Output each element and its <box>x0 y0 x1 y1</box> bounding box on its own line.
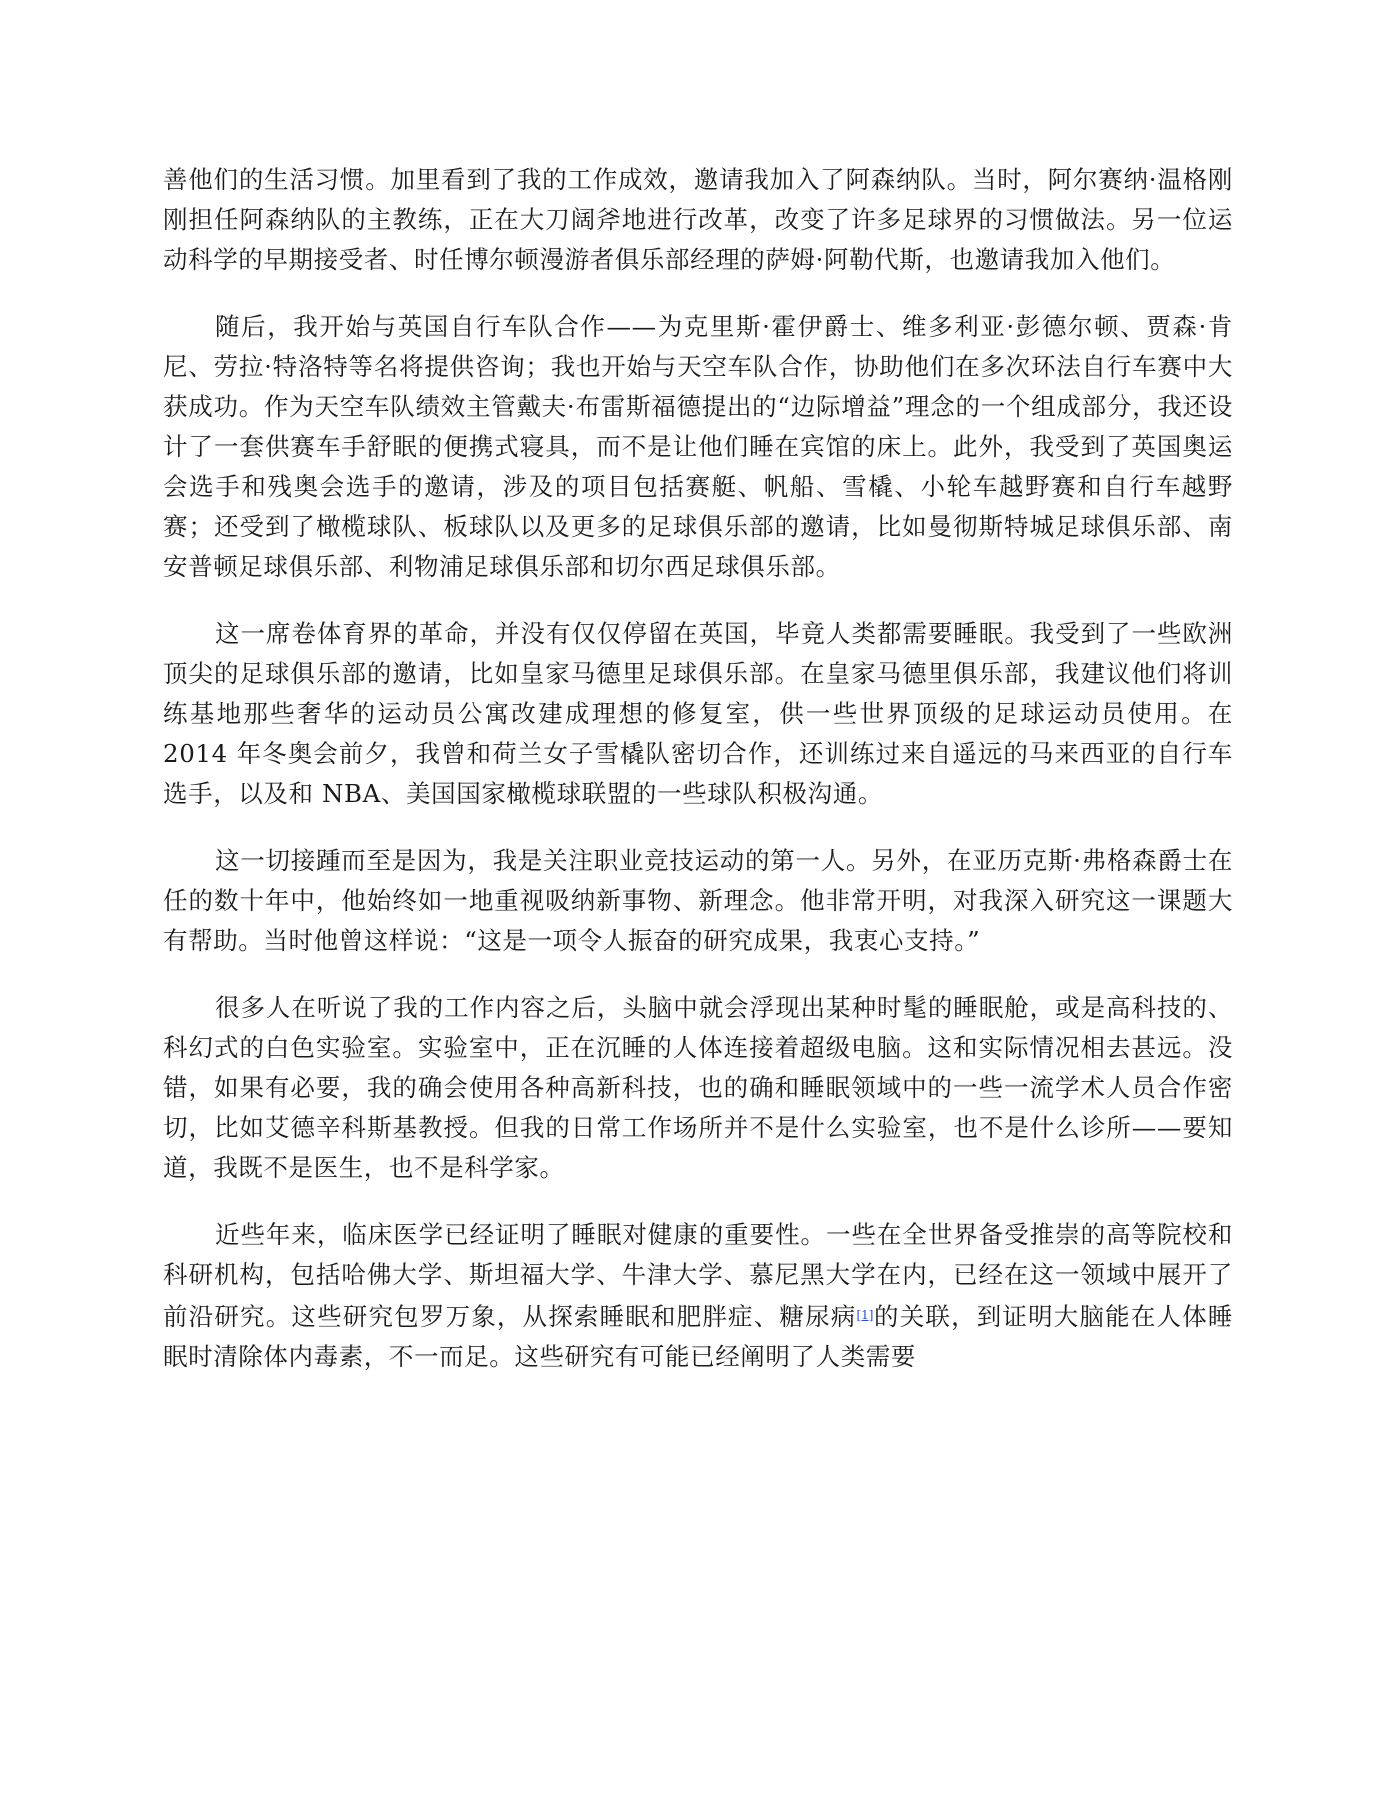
paragraph-3: 这一席卷体育界的革命，并没有仅仅停留在英国，毕竟人类都需要睡眠。我受到了一些欧洲顶尖的足球俱乐部的邀请，比如皇家马德里足球俱乐部。在皇家马德里俱乐部，我建议他们将训练基地那些奢华的运动员公寓改建成理想的修复室，供一些世界顶级的足球运动员使用。在 2014 年冬奥会前夕，我曾和荷兰女子雪橇队密切合作，还训练过来自遥远的马来西亚的自行车选手，以及和 NBA、美国国家橄榄球联盟的一些球队积极沟通。 <box>163 619 1233 808</box>
paragraph-6 <box>163 1215 1233 1377</box>
paragraph-6-text-b: 的关联，到证明大脑能在人体睡眠时清除体内毒素，不一而足。这些研究有可能已经阐明了人类需要 <box>163 1302 1233 1371</box>
paragraph-5: 很多人在听说了我的工作内容之后，头脑中就会浮现出某种时髦的睡眠舱，或是高科技的、科幻式的白色实验室。实验室中，正在沉睡的人体连接着超级电脑。这和实际情况相去甚远。没错，如果有必要，我的确会使用各种高新科技，也的确和睡眠领域中的一些一流学术人员合作密切，比如艾德辛科斯基教授。但我的日常工作场所并不是什么实验室，也不是什么诊所——要知道，我既不是医生，也不是科学家。 <box>163 993 1233 1182</box>
footnote-link[interactable]: [1] <box>856 1308 874 1322</box>
paragraph-4: 这一切接踵而至是因为，我是关注职业竞技运动的第一人。另外，在亚历克斯·弗格森爵士在任的数十年中，他始终如一地重视吸纳新事物、新理念。他非常开明，对我深入研究这一课题大有帮助。当时他曾这样说：“这是一项令人振奋的研究成果，我衷心支持。” <box>163 846 1233 955</box>
paragraph-2: 随后，我开始与英国自行车队合作——为克里斯·霍伊爵士、维多利亚·彭德尔顿、贾森·肯尼、劳拉·特洛特等名将提供咨询；我也开始与天空车队合作，协助他们在多次环法自行车赛中大获成功。作为天空车队绩效主管戴夫·布雷斯福德提出的“边际增益”理念的一个组成部分，我还设计了一套供赛车手舒眠的便携式寝具，而不是让他们睡在宾馆的床上。此外，我受到了英国奥运会选手和残奥会选手的邀请，涉及的项目包括赛艇、帆船、雪橇、小轮车越野赛和自行车越野赛；还受到了橄榄球队、板球队以及更多的足球俱乐部的邀请，比如曼彻斯特城足球俱乐部、南安普顿足球俱乐部、利物浦足球俱乐部和切尔西足球俱乐部。 <box>163 312 1233 581</box>
paragraph-1: 善他们的生活习惯。加里看到了我的工作成效，邀请我加入了阿森纳队。当时，阿尔赛纳·温格刚刚担任阿森纳队的主教练，正在大刀阔斧地进行改革，改变了许多足球界的习惯做法。另一位运动科学的早期接受者、时任博尔顿漫游者俱乐部经理的萨姆·阿勒代斯，也邀请我加入他们。 <box>163 165 1233 274</box>
paragraph-6-text-a: 近些年来，临床医学已经证明了睡眠对健康的重要性。一些在全世界备受推崇的高等院校和科研机构，包括哈佛大学、斯坦福大学、牛津大学、慕尼黑大学在内，已经在这一领域中展开了前沿研究。这些研究包罗万象，从探索睡眠和肥胖症、糖尿病 <box>163 1220 1233 1331</box>
body-text <box>163 160 1233 1404</box>
